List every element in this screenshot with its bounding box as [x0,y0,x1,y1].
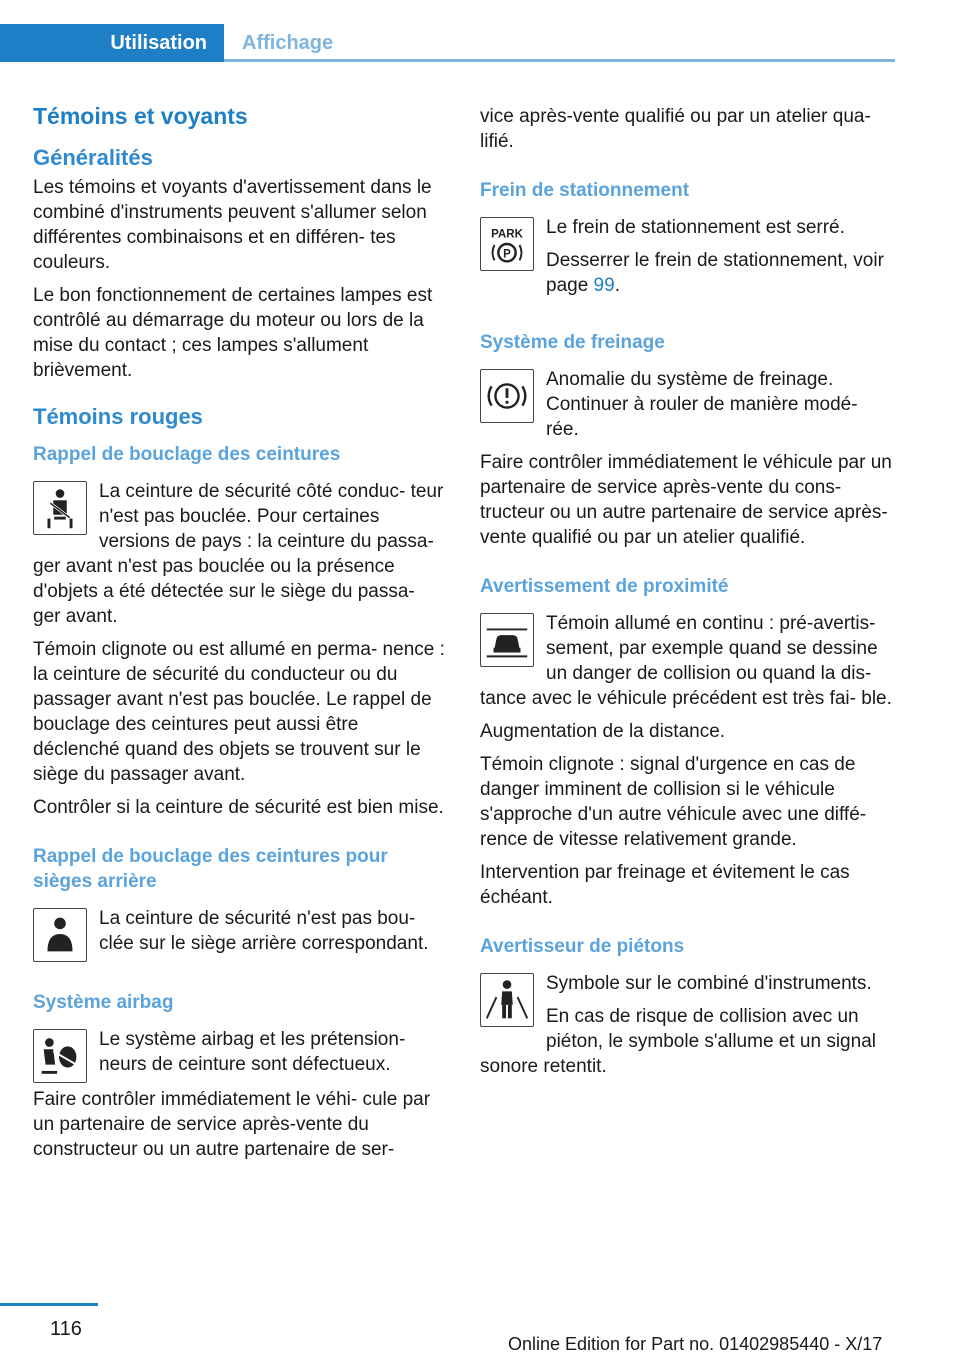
paragraph: Contrôler si la ceinture de sécurité est bien mise. [33,797,444,818]
right-column [480,96,894,1087]
page-title: Témoins et voyants [33,103,248,129]
page-number: 116 [50,1318,82,1340]
paragraph: Anomalie du système de freinage. Continuer à rouler de manière modé- rée. [546,369,858,440]
indicator-frein [480,215,894,306]
svg-text:P: P [503,248,511,261]
subsection-arriere: Rappel de bouclage des ceintures pour sièges arrière [33,846,388,892]
tab-affichage[interactable]: Affichage [242,32,334,54]
indicator-freinage [480,367,894,450]
section-temoins-rouges: Témoins rouges [33,404,203,429]
text: Desserrer le frein de stationnement, voir page [546,250,884,296]
edition-footer: Online Edition for Part no. 01402985440 - X/17 [508,1334,883,1354]
subsection-frein: Frein de stationnement [480,180,690,201]
subsection-freinage: Système de freinage [480,332,665,353]
subsection-ceintures: Rappel de bouclage des ceintures [33,444,341,465]
seatbelt-icon [33,481,87,535]
brake-warning-icon [480,369,534,423]
paragraph: Intervention par freinage et évitement le cas échéant. [480,862,850,908]
indicator-airbag [33,1027,447,1087]
left-column [33,96,447,1170]
tab-utilisation[interactable]: Utilisation [0,24,224,62]
subsection-proximite: Avertissement de proximité [480,576,729,597]
indicator-proximite [480,611,894,719]
airbag-icon [33,1029,87,1083]
park-brake-icon [480,217,534,271]
subsection-airbag: Système airbag [33,992,174,1013]
pedestrian-icon [480,973,534,1027]
indicator-arriere [33,906,447,966]
indicator-ceintures [33,479,447,637]
paragraph: Témoin clignote ou est allumé en perma- nence : la ceinture de sécurité du conducteur ou du passager avant n'est pas bouclée. Le rappel de bouclage des ceintures peut aussi être déclenché quand des objets se trouvent sur le siège du passager avant. [33,639,445,785]
paragraph: La ceinture de sécurité côté conduc- teur n'est pas bouclée. Pour certaines versions de pays : la ceinture du passa- ger avant n'est pas bouclée ou la présence d'objets a été détectée sur le siège du passa- ger avant. [33,481,444,627]
paragraph: En cas de risque de collision avec un piéton, le symbole s'allume et un signal sonore retentit. [480,1006,876,1077]
paragraph: Le bon fonctionnement de certaines lampes est contrôlé au démarrage du moteur ou lors de la mise du contact ; ces lampes s'allument brièvement. [33,285,433,381]
paragraph: Le système airbag et les prétension- neurs de ceinture sont défectueux. [99,1029,406,1075]
paragraph: Faire contrôler immédiatement le véhicule par un partenaire de service après-vente du cons- tructeur ou un autre partenaire de service après-vente qualifié ou par un atelier qualifié. [480,452,892,548]
distance-warning-icon [480,613,534,667]
page-link[interactable]: 99 [593,275,615,296]
subsection-pietons: Avertisseur de piétons [480,936,685,957]
paragraph: vice après-vente qualifié ou par un atelier qua- lifié. [480,106,871,152]
paragraph: Témoin allumé en continu : pré-avertis- sement, par exemple quand se dessine un danger de collision ou quand la dis- tance avec le véhicule précédent est très fai- ble. [480,613,892,709]
paragraph: Symbole sur le combiné d'instruments. [546,973,872,994]
paragraph [480,248,894,298]
paragraph: Témoin clignote : signal d'urgence en cas de danger imminent de collision si le véhicule s'approche d'un autre véhicule avec une diffé- rence de vitesse relativement grande. [480,754,867,850]
indicator-pietons [480,971,894,1087]
page-number-bar [0,1303,98,1306]
tab-underline [224,59,895,62]
paragraph: Le frein de stationnement est serré. [546,217,845,238]
text: . [614,275,620,296]
paragraph: Faire contrôler immédiatement le véhi- cule par un partenaire de service après-vente du constructeur ou un autre partenaire de ser- [33,1089,431,1160]
park-icon-text: PARK [491,228,523,241]
paragraph: La ceinture de sécurité n'est pas bou- clée sur le siège arrière correspondant. [99,908,429,954]
header-tabs [0,24,895,62]
section-generalites: Généralités [33,145,153,170]
paragraph: Les témoins et voyants d'avertissement dans le combiné d'instruments peuvent s'allumer selon différentes combinaisons et en différen- tes couleurs. [33,177,432,273]
rear-seat-icon [33,908,87,962]
paragraph: Augmentation de la distance. [480,721,726,742]
